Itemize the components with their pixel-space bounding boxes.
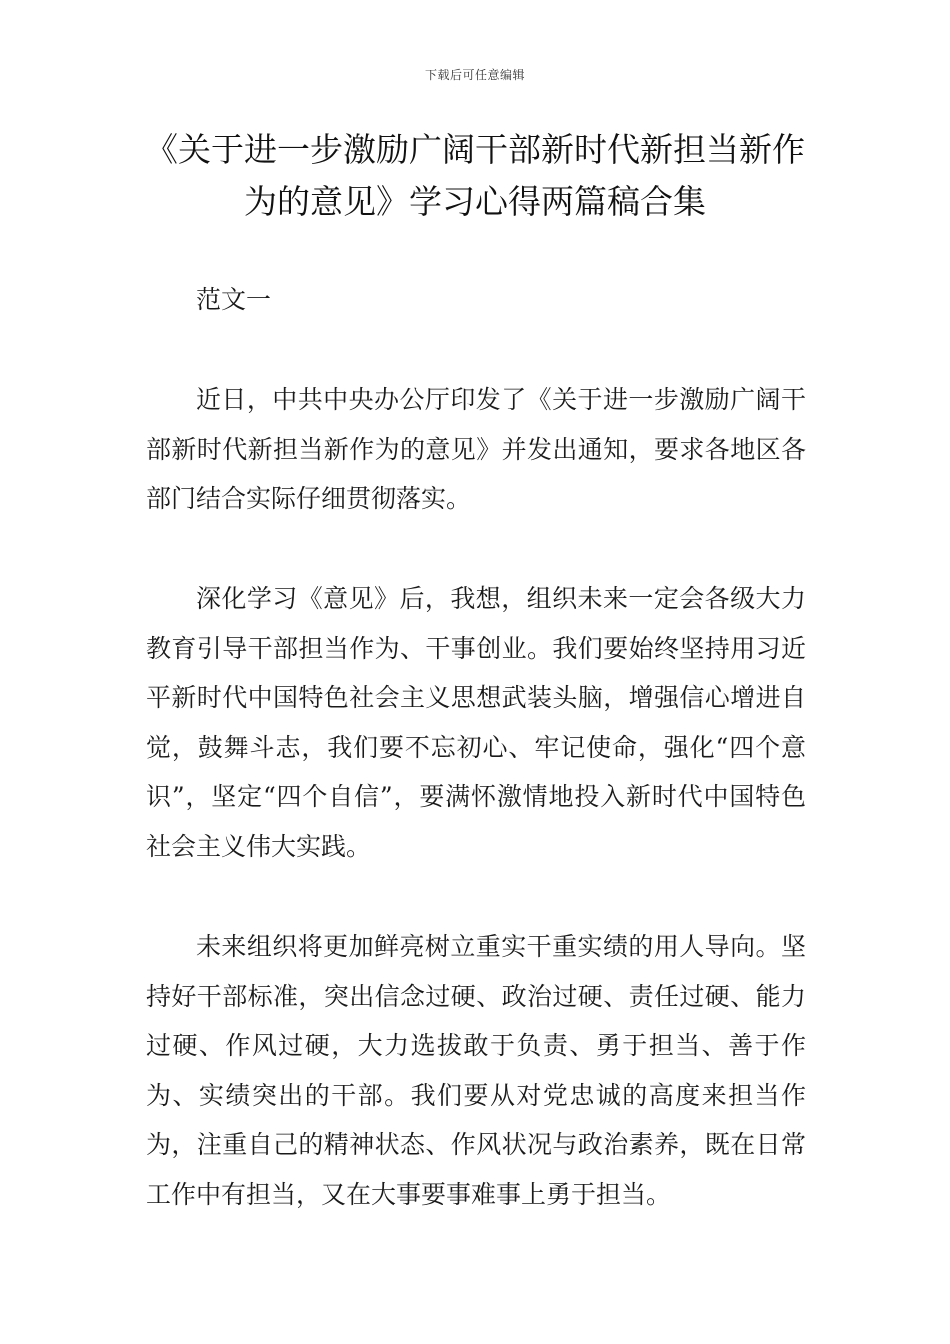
body-paragraph-1: 近日，中共中央办公厅印发了《关于进一步激励广阔干部新时代新担当新作为的意见》并发出通知，要求各地区各部门结合实际仔细贯彻落实。 [146, 385, 806, 513]
body-paragraph-2: 深化学习《意见》后，我想，组织未来一定会各级大力教育引导干部担当作为、干事创业。我们要始终坚持用习近平新时代中国特色社会主义思想武装头脑，增强信心增进自觉，鼓舞斗志，我们要不忘初心、牢记使命，强化“四个意识”，坚定“四个自信”，要满怀激情地投入新时代中国特色社会主义伟大实践。 [146, 584, 806, 861]
document-title: 《关于进一步激励广阔干部新时代新担当新作为的意见》学习心得两篇稿合集 [145, 130, 805, 221]
section-label: 范文一 [196, 285, 272, 314]
body-paragraph-3: 未来组织将更加鲜亮树立重实干重实绩的用人导向。坚持好干部标准，突出信念过硬、政治过硬、责任过硬、能力过硬、作风过硬，大力选拔敢于负责、勇于担当、善于作为、实绩突出的干部。我们要从对党忠诚的高度来担当作为，注重自己的精神状态、作风状况与政治素养，既在日常工作中有担当，又在大事要事难事上勇于担当。 [146, 932, 806, 1209]
header-note: 下载后可任意编辑 [424, 68, 525, 82]
